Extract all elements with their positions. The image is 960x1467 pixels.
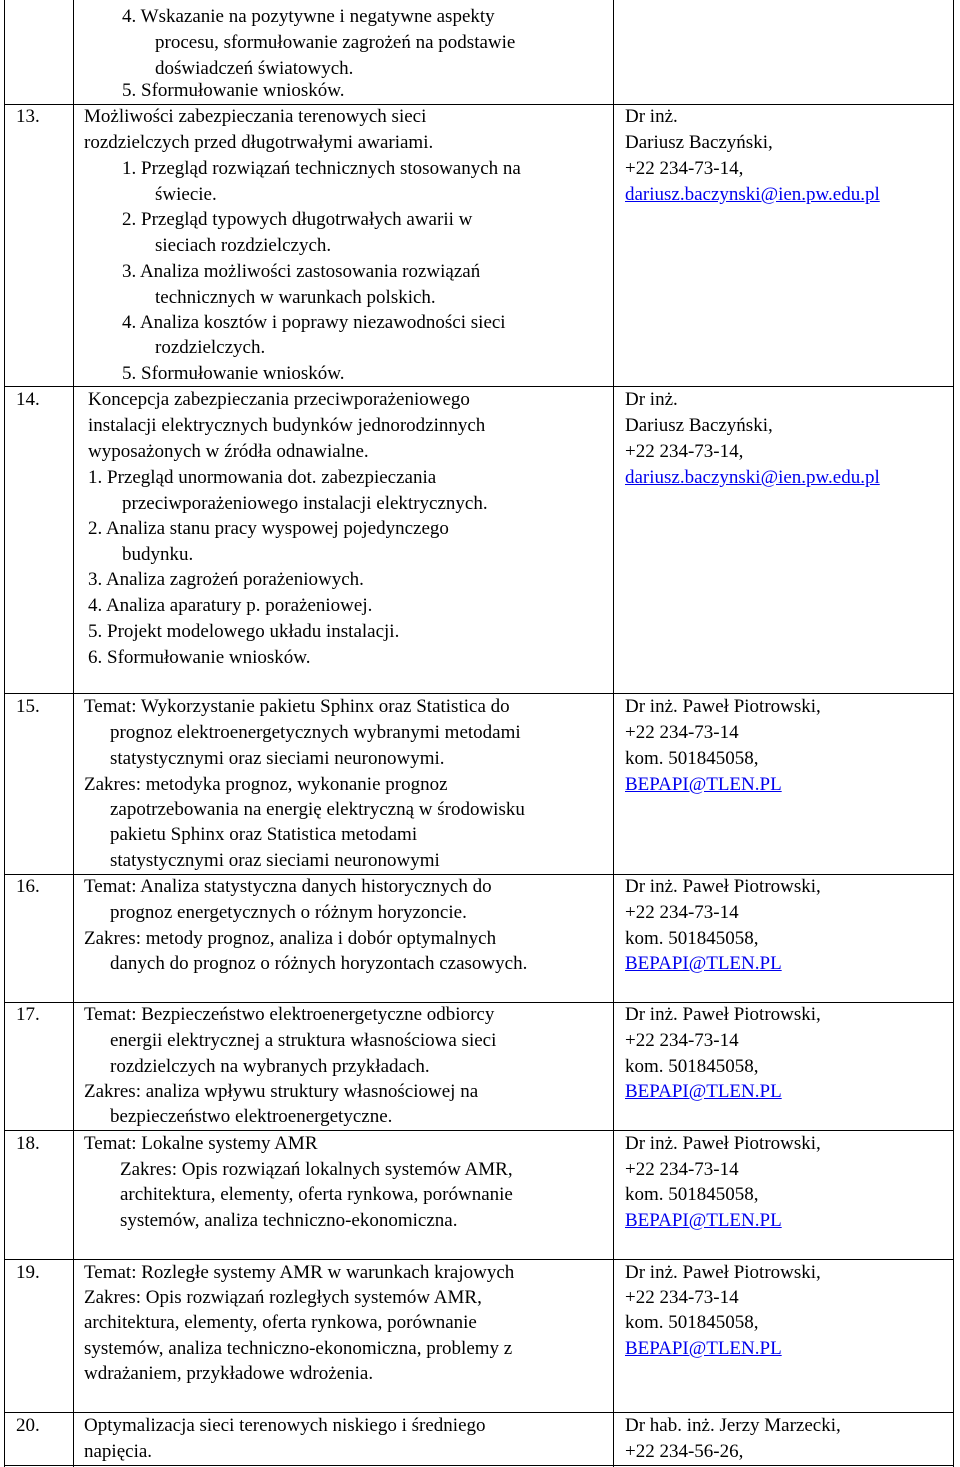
topic-title: rozdzielczych przed długotrwałymi awariami. <box>84 132 434 153</box>
supervisor-name: Dr inż. Paweł Piotrowski, <box>625 1004 821 1025</box>
topic-line: bezpieczeństwo elektroenergetyczne. <box>110 1106 393 1127</box>
row-number: 15. <box>16 696 40 717</box>
topic-line: statystycznymi oraz sieciami neuronowymi. <box>110 748 445 769</box>
topic-line: energii elektrycznej a struktura własnościowa sieci <box>110 1030 497 1051</box>
topic-line: 6. Sformułowanie wniosków. <box>88 647 311 668</box>
topic-line: sieciach rozdzielczych. <box>155 235 332 256</box>
supervisor-name: Dr hab. inż. Jerzy Marzecki, <box>625 1415 841 1436</box>
topic-line: architektura, elementy, oferta rynkowa, porównanie <box>120 1184 513 1205</box>
row-number: 14. <box>16 389 40 410</box>
topic-line: doświadczeń światowych. <box>155 58 354 79</box>
topic-line: technicznych w warunkach polskich. <box>155 287 436 308</box>
supervisor-phone: +22 234-73-14 <box>625 1030 739 1051</box>
row-number: 18. <box>16 1133 40 1154</box>
row-number: 16. <box>16 876 40 897</box>
topic-line: prognoz energetycznych o różnym horyzoncie. <box>110 902 467 923</box>
topic-line: danych do prognoz o różnych horyzontach czasowych. <box>110 953 528 974</box>
supervisor-email-link[interactable]: BEPAPI@TLEN.PL <box>625 1338 782 1359</box>
topic-line: 1. Przegląd unormowania dot. zabezpieczania <box>88 467 437 488</box>
supervisor-phone: +22 234-73-14 <box>625 1287 739 1308</box>
topic-line: systemów, analiza techniczno-ekonomiczna. <box>120 1210 458 1231</box>
supervisor-email-link[interactable]: BEPAPI@TLEN.PL <box>625 1081 782 1102</box>
topic-line: 2. Przegląd typowych długotrwałych awarii w <box>122 209 473 230</box>
supervisor-phone: +22 234-73-14, <box>625 441 744 462</box>
topic-line: 5. Sformułowanie wniosków. <box>122 80 345 101</box>
topic-line: Temat: Lokalne systemy AMR <box>84 1133 318 1154</box>
column-divider-number <box>73 0 74 1467</box>
topic-line: Temat: Analiza statystyczna danych historycznych do <box>84 876 492 897</box>
supervisor-name: Dariusz Baczyński, <box>625 415 773 436</box>
topic-line: Zakres: Opis rozwiązań lokalnych systemów AMR, <box>120 1159 513 1180</box>
topic-title: instalacji elektrycznych budynków jednorodzinnych <box>88 415 486 436</box>
column-divider-contact <box>613 0 614 1467</box>
supervisor-name: Dr inż. Paweł Piotrowski, <box>625 696 821 717</box>
topic-line: architektura, elementy, oferta rynkowa, porównanie <box>84 1312 477 1333</box>
topic-line: 5. Projekt modelowego układu instalacji. <box>88 621 400 642</box>
topic-line: 3. Analiza zagrożeń porażeniowych. <box>88 569 364 590</box>
supervisor-email-link[interactable]: dariusz.baczynski@ien.pw.edu.pl <box>625 467 880 488</box>
topic-line: 4. Analiza kosztów i poprawy niezawodności sieci <box>122 312 506 333</box>
supervisor-email-link[interactable]: dariusz.baczynski@ien.pw.edu.pl <box>625 184 880 205</box>
table-border-left <box>4 0 5 1467</box>
topic-line: procesu, sformułowanie zagrożeń na podstawie <box>155 32 516 53</box>
supervisor-phone: +22 234-73-14 <box>625 902 739 923</box>
topic-line: Zakres: analiza wpływu struktury własnościowej na <box>84 1081 479 1102</box>
topic-title: Koncepcja zabezpieczania przeciwporażeniowego <box>88 389 470 410</box>
topic-line: 4. Wskazanie na pozytywne i negatywne aspekty <box>122 6 495 27</box>
supervisor-name: Dr inż. Paweł Piotrowski, <box>625 1133 821 1154</box>
supervisor-mobile: kom. 501845058, <box>625 1184 759 1205</box>
topic-line: Zakres: metodyka prognoz, wykonanie prognoz <box>84 774 448 795</box>
supervisor-mobile: kom. 501845058, <box>625 748 759 769</box>
topic-line: systemów, analiza techniczno-ekonomiczna, problemy z <box>84 1338 513 1359</box>
supervisor-email-link[interactable]: BEPAPI@TLEN.PL <box>625 953 782 974</box>
row-number: 20. <box>16 1415 40 1436</box>
supervisor-phone: +22 234-73-14 <box>625 722 739 743</box>
supervisor-mobile: kom. 501845058, <box>625 1312 759 1333</box>
topic-line: 2. Analiza stanu pracy wyspowej pojedynczego <box>88 518 449 539</box>
supervisor-email-link[interactable]: BEPAPI@TLEN.PL <box>625 774 782 795</box>
supervisor-phone: +22 234-73-14, <box>625 158 744 179</box>
topic-line: napięcia. <box>84 1441 153 1462</box>
topic-line: statystycznymi oraz sieciami neuronowymi <box>110 850 440 871</box>
topic-line: przeciwporażeniowego instalacji elektrycznych. <box>122 493 488 514</box>
table-border-right <box>953 0 954 1467</box>
topic-line: Temat: Rozległe systemy AMR w warunkach krajowych <box>84 1262 515 1283</box>
topic-line: zapotrzebowania na energię elektryczną w środowisku <box>110 799 525 820</box>
topic-title: Możliwości zabezpieczania terenowych sieci <box>84 106 427 127</box>
supervisor-title: Dr inż. <box>625 389 678 410</box>
row-number: 19. <box>16 1262 40 1283</box>
supervisor-phone: +22 234-56-26, <box>625 1441 744 1462</box>
supervisor-name: Dariusz Baczyński, <box>625 132 773 153</box>
topic-line: Temat: Wykorzystanie pakietu Sphinx oraz Statistica do <box>84 696 510 717</box>
topic-title: wyposażonych w źródła odnawialne. <box>88 441 369 462</box>
topic-line: Optymalizacja sieci terenowych niskiego i średniego <box>84 1415 486 1436</box>
topic-line: prognoz elektroenergetycznych wybranymi metodami <box>110 722 521 743</box>
topic-line: rozdzielczych. <box>155 337 266 358</box>
topic-line: Temat: Bezpieczeństwo elektroenergetyczne odbiorcy <box>84 1004 495 1025</box>
topic-line: budynku. <box>122 544 194 565</box>
topic-line: pakietu Sphinx oraz Statistica metodami <box>110 824 418 845</box>
supervisor-mobile: kom. 501845058, <box>625 1056 759 1077</box>
topic-line: rozdzielczych na wybranych przykładach. <box>110 1056 430 1077</box>
topic-line: 1. Przegląd rozwiązań technicznych stosowanych na <box>122 158 521 179</box>
topic-line: Zakres: Opis rozwiązań rozległych systemów AMR, <box>84 1287 482 1308</box>
topic-line: świecie. <box>155 184 217 205</box>
topic-line: Zakres: metody prognoz, analiza i dobór optymalnych <box>84 928 497 949</box>
supervisor-email-link[interactable]: BEPAPI@TLEN.PL <box>625 1210 782 1231</box>
row-number: 17. <box>16 1004 40 1025</box>
topic-line: 5. Sformułowanie wniosków. <box>122 363 345 384</box>
supervisor-name: Dr inż. Paweł Piotrowski, <box>625 1262 821 1283</box>
row-number: 13. <box>16 106 40 127</box>
supervisor-phone: +22 234-73-14 <box>625 1159 739 1180</box>
supervisor-title: Dr inż. <box>625 106 678 127</box>
topic-line: 4. Analiza aparatury p. porażeniowej. <box>88 595 373 616</box>
table-border-bottom <box>4 1465 954 1466</box>
topic-line: 3. Analiza możliwości zastosowania rozwiązań <box>122 261 481 282</box>
supervisor-mobile: kom. 501845058, <box>625 928 759 949</box>
supervisor-name: Dr inż. Paweł Piotrowski, <box>625 876 821 897</box>
topic-line: wdrażaniem, przykładowe wdrożenia. <box>84 1363 374 1384</box>
